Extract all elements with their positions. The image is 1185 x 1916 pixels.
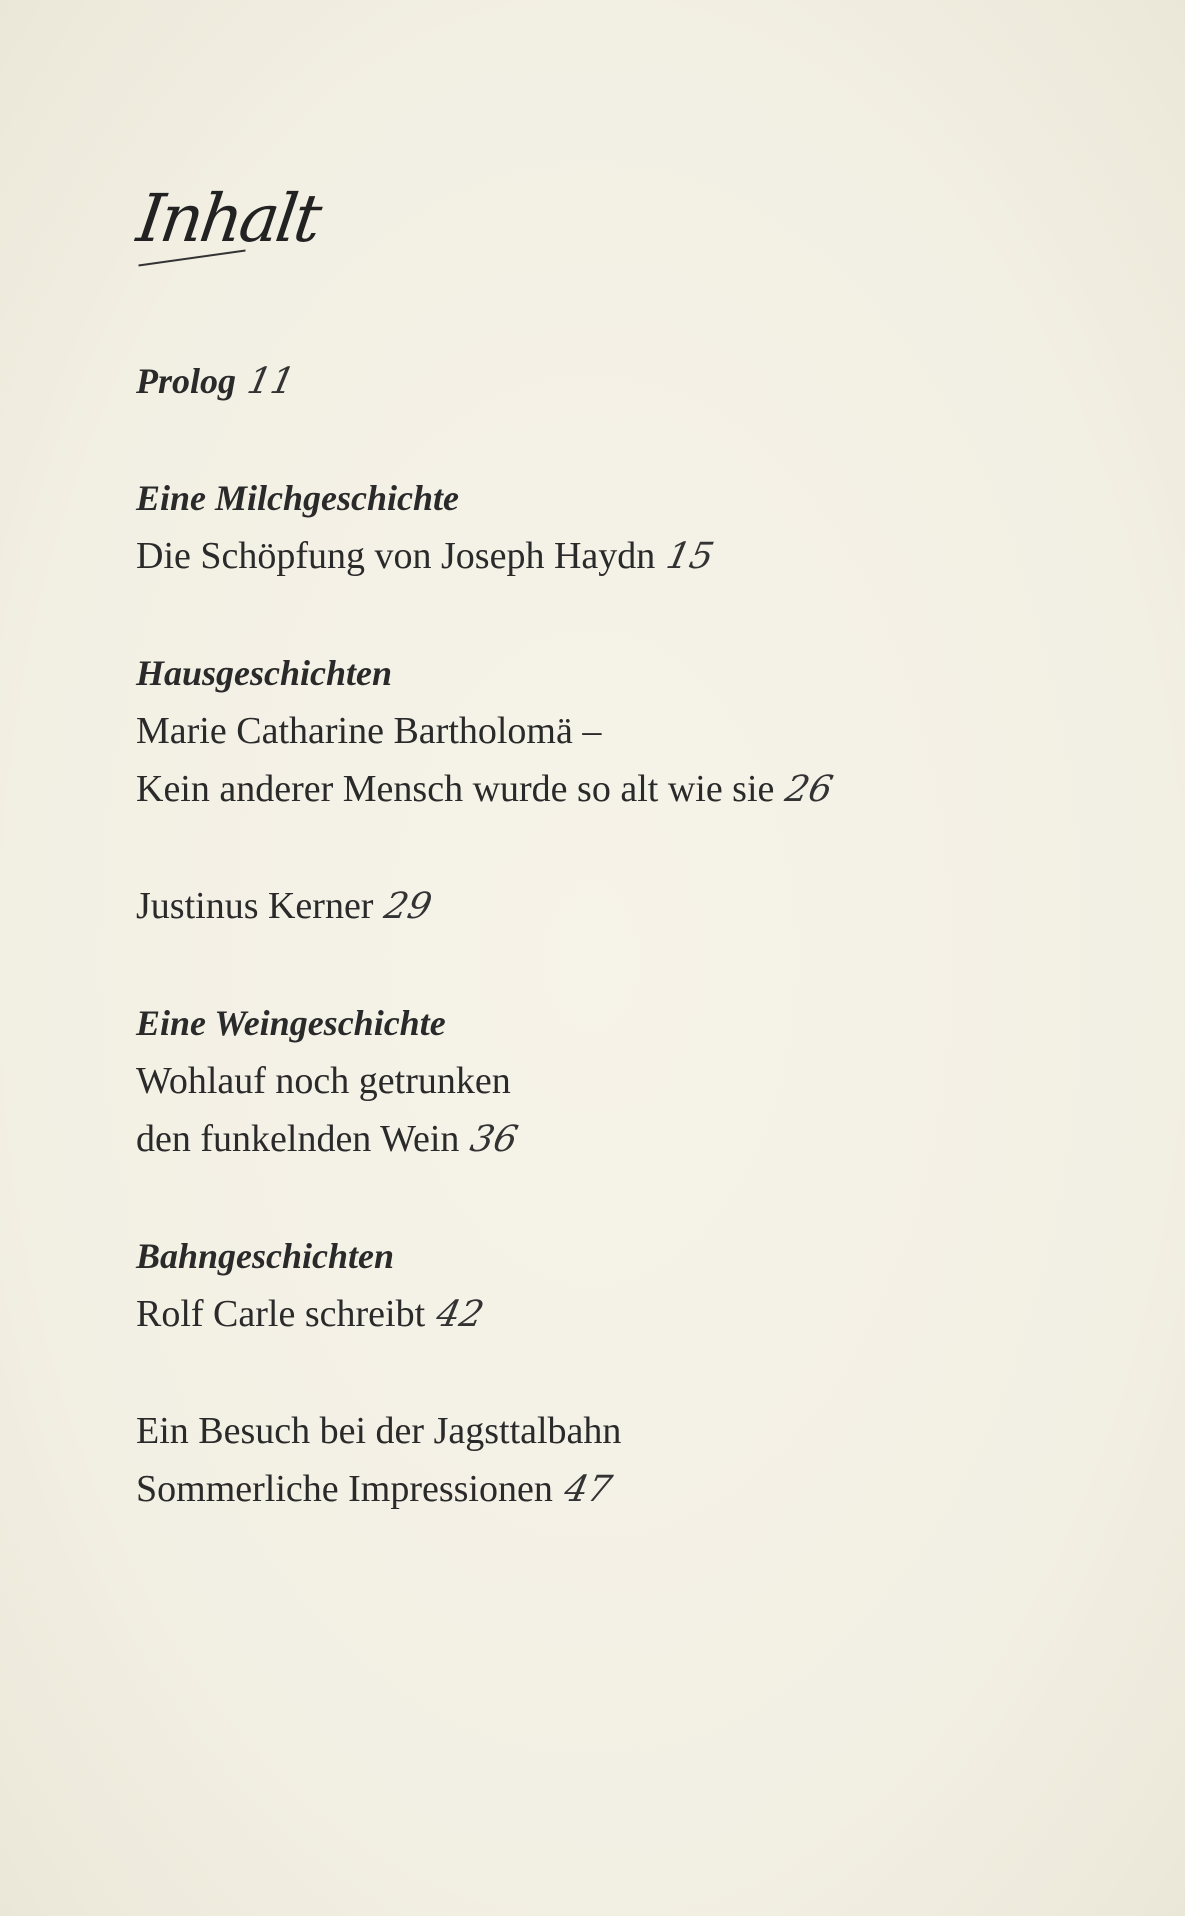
toc-entry-title: Rolf Carle schreibt xyxy=(136,1293,426,1335)
page-number: 29 xyxy=(381,886,436,927)
toc-entry-kerner xyxy=(136,877,436,936)
page-number: 36 xyxy=(467,1119,522,1160)
toc-entry-haydn xyxy=(136,527,718,586)
toc-section-heading: Eine Milchgeschichte xyxy=(136,478,459,518)
toc-entry-title: den funkelnden Wein xyxy=(136,1118,460,1160)
toc-entry-prolog xyxy=(136,352,299,411)
toc-entry-title: Kein anderer Mensch wurde so alt wie sie xyxy=(136,768,775,810)
toc-section-heading: Eine Weingeschichte xyxy=(136,1003,446,1043)
toc-section-heading: Hausgeschichten xyxy=(136,653,393,693)
toc-entry-title-line: Wohlauf noch getrunken xyxy=(136,1060,511,1102)
toc-entry-wein xyxy=(136,1110,522,1169)
page-number: 47 xyxy=(560,1469,616,1510)
toc-entry-title: Prolog xyxy=(136,361,237,401)
page-number: 15 xyxy=(663,536,718,577)
toc-entry-title-line: Marie Catharine Bartholomä – xyxy=(136,710,602,752)
toc-entry-title: Sommerliche Impressionen xyxy=(136,1468,553,1510)
toc-entry-bartholomae xyxy=(136,760,837,819)
toc-entry-carle xyxy=(136,1285,488,1344)
toc-entry-jagsttalbahn xyxy=(136,1460,616,1519)
page-number: 42 xyxy=(432,1294,488,1335)
page-title: Inhalt xyxy=(132,180,324,257)
page-number: 26 xyxy=(782,769,837,810)
toc-section-heading: Bahngeschichten xyxy=(136,1236,395,1276)
toc-entry-title: Justinus Kerner xyxy=(136,885,374,927)
toc-entry-title-line: Ein Besuch bei der Jagsttalbahn xyxy=(136,1410,622,1452)
page-number: 11 xyxy=(243,361,299,402)
toc-entry-title: Die Schöpfung von Joseph Haydn xyxy=(136,535,656,577)
